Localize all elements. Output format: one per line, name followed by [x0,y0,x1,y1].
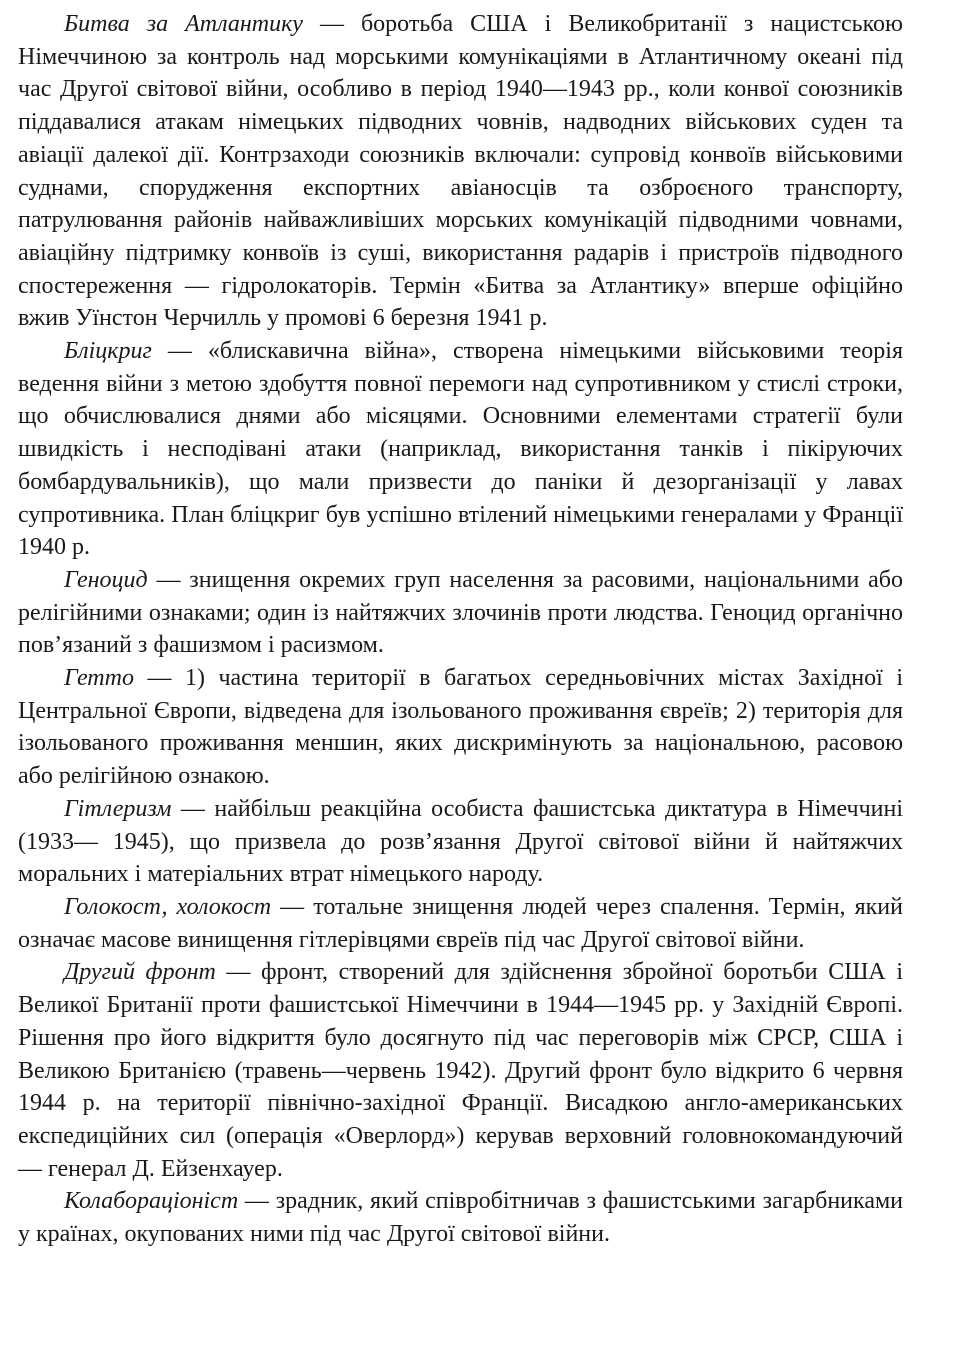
glossary-definition: — фронт, створений для здійснення збройної боротьби США і Великої Британії проти фашистської Німеччини в 1944—1945 рр. у Західній Європі. Рішення про його відкриття було досягнуто під час переговорів між СРСР, США і Великою Британією (травень—червень 1942). Другий фронт було відкрито 6 червня 1944 р. на території північно-західної Франції. Висадкою англо-американських експедиційних сил (операція «Оверлорд») керував верховний головнокомандуючий — генерал Д. Ейзенхауер. [18,959,903,1182]
glossary-term: Гетто [64,665,134,692]
glossary-entry-blitzkrieg [18,335,903,564]
glossary-entry-second-front [18,956,903,1185]
glossary-entry-ghetto [18,662,903,793]
glossary-definition: — «блискавична війна», створена німецькими військовими теорія ведення війни з метою здобуття повної перемоги над супротивником у стислі строки, що обчислювалися днями або місяцями. Основними елементами стратегії були швидкість і несподівані атаки (наприклад, використання танків і пікіруючих бомбардувальників), що мали призвести до паніки й дезорганізації у лавах супротивника. План бліцкриг був успішно втілений німецькими генералами у Франції 1940 р. [18,338,903,561]
glossary-entry-collaborator [18,1185,903,1250]
glossary-definition: — тотальне знищення людей через спалення. Термін, який означає масове винищення гітлерівцями євреїв під час Другої світової війни. [18,893,903,953]
glossary-entry-battle-of-atlantic [18,8,903,335]
glossary-definition: — боротьба США і Великобританії з нацистською Німеччиною за контроль над морськими комунікаціями в Атлантичному океані під час Другої світової війни, особливо в період 1940—1943 рр., коли конвої союзників піддавалися атакам німецьких підводних човнів, надводних військових суден та авіації далекої дії. Контрзаходи союзників включали: супровід конвоїв військовими суднами, спорудження експортних авіаносців та озброєного транспорту, патрулювання районів найважливіших морських комунікацій підводними човнами, авіаційну підтримку конвоїв із суші, використання радарів і пристроїв підводного спостереження — гідролокаторів. Термін «Битва за Атлантику» вперше офіційно вжив Уїнстон Черчилль у промові 6 березня 1941 р. [18,11,903,332]
glossary-definition: — зрадник, який співробітничав з фашистськими загарбниками у країнах, окупованих ними під час Другої світової війни. [18,1188,903,1248]
glossary-term: Геноцид [64,566,148,593]
glossary-entry-genocide [18,564,903,662]
glossary-entry-holocaust [18,891,903,956]
glossary-definition: — найбільш реакційна особиста фашистська диктатура в Німеччині (1933— 1945), що призвела до розв’язання Другої світової війни й найтяжчих моральних і матеріальних втрат німецького народу. [18,795,903,888]
glossary-term: Гітлеризм [64,795,172,822]
glossary-entry-hitlerism [18,793,903,891]
glossary-definition: — 1) частина території в багатьох середньовічних містах Західної і Центральної Європи, відведена для ізольованого проживання євреїв; 2) територія для ізольованого проживання меншин, яких дискримінують за національною, расовою або релігійною ознакою. [18,665,903,790]
glossary-term: Битва за Атлантику [64,11,303,37]
glossary-term: Голокост, холокост [64,893,272,920]
glossary-term: Другий фронт [64,959,216,986]
glossary-definition: — знищення окремих груп населення за расовими, національними або релігійними ознаками; один із найтяжчих злочинів проти людства. Геноцид органічно пов’язаний з фашизмом і расизмом. [18,566,903,659]
glossary-term: Бліцкриг [64,338,152,365]
glossary-term: Колабораціоніст [64,1188,239,1215]
